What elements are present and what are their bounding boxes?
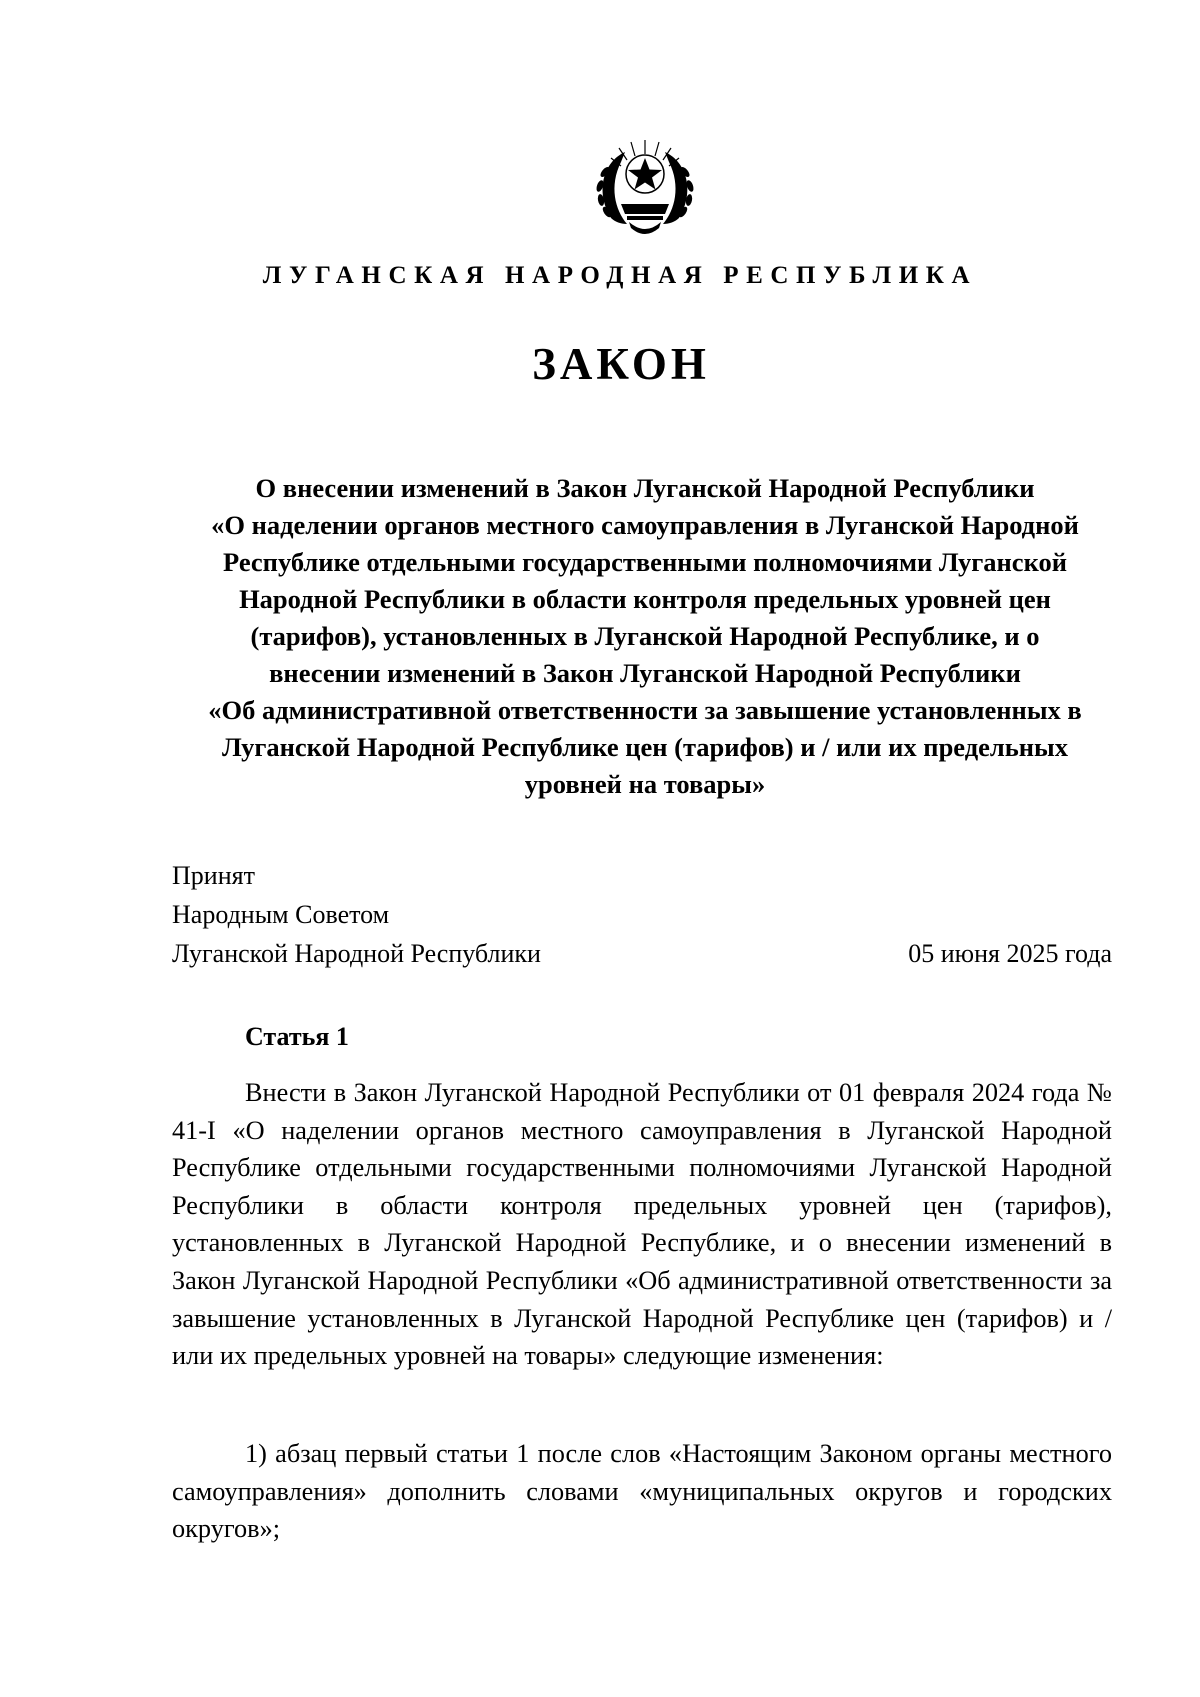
- law-title-line: О внесении изменений в Закон Луганской Народной Республики: [255, 473, 1035, 503]
- law-title-line: внесении изменений в Закон Луганской Народной Республики: [269, 658, 1021, 688]
- coat-of-arms-icon: [585, 132, 705, 242]
- adoption-line: Принят: [172, 861, 255, 890]
- law-title-line: Луганской Народной Республике цен (тарифов) и / или их предельных: [222, 732, 1068, 762]
- article-paragraph: Внести в Закон Луганской Народной Республики от 01 февраля 2024 года № 41-I «О наделении органов местного самоуправления в Луганской Народной Республике отдельными государственными полномочиями Луганской Народной Республики в области контроля предельных уровней цен (тарифов), установленных в Луганской Народной Республике, и о внесении изменений в Закон Луганской Народной Республики «Об административной ответственности за завышение установленных в Луганской Народной Республике цен (тарифов) и / или их предельных уровней на товары» следующие изменения:: [172, 1078, 1112, 1371]
- article-heading: Статья 1: [245, 1022, 349, 1051]
- adoption-line: Народным Советом: [172, 900, 390, 929]
- law-title-line: Республике отдельными государственными полномочиями Луганской: [222, 547, 1068, 577]
- document-type: ЗАКОН: [532, 339, 710, 389]
- law-title-line: «О наделении органов местного самоуправления в Луганской Народной: [211, 510, 1079, 540]
- law-title-line: Народной Республики в области контроля предельных уровней цен: [239, 584, 1051, 614]
- law-title-line: «Об административной ответственности за завышение установленных в: [208, 695, 1082, 725]
- adoption-line: Луганской Народной Республики: [172, 939, 541, 968]
- article-paragraph: 1) абзац первый статьи 1 после слов «Настоящим Законом органы местного самоуправления» дополнить словами «муниципальных округов и городских округов»;: [172, 1439, 1112, 1544]
- adoption-date: 05 июня 2025 года: [908, 939, 1112, 968]
- republic-name: ЛУГАНСКАЯ НАРОДНАЯ РЕСПУБЛИКА: [262, 262, 978, 289]
- law-title: [150, 470, 1140, 803]
- law-title-line: (тарифов), установленных в Луганской Народной Республике, и о: [250, 621, 1040, 651]
- law-title-line: уровней на товары»: [524, 769, 766, 799]
- adoption-block: [172, 856, 541, 973]
